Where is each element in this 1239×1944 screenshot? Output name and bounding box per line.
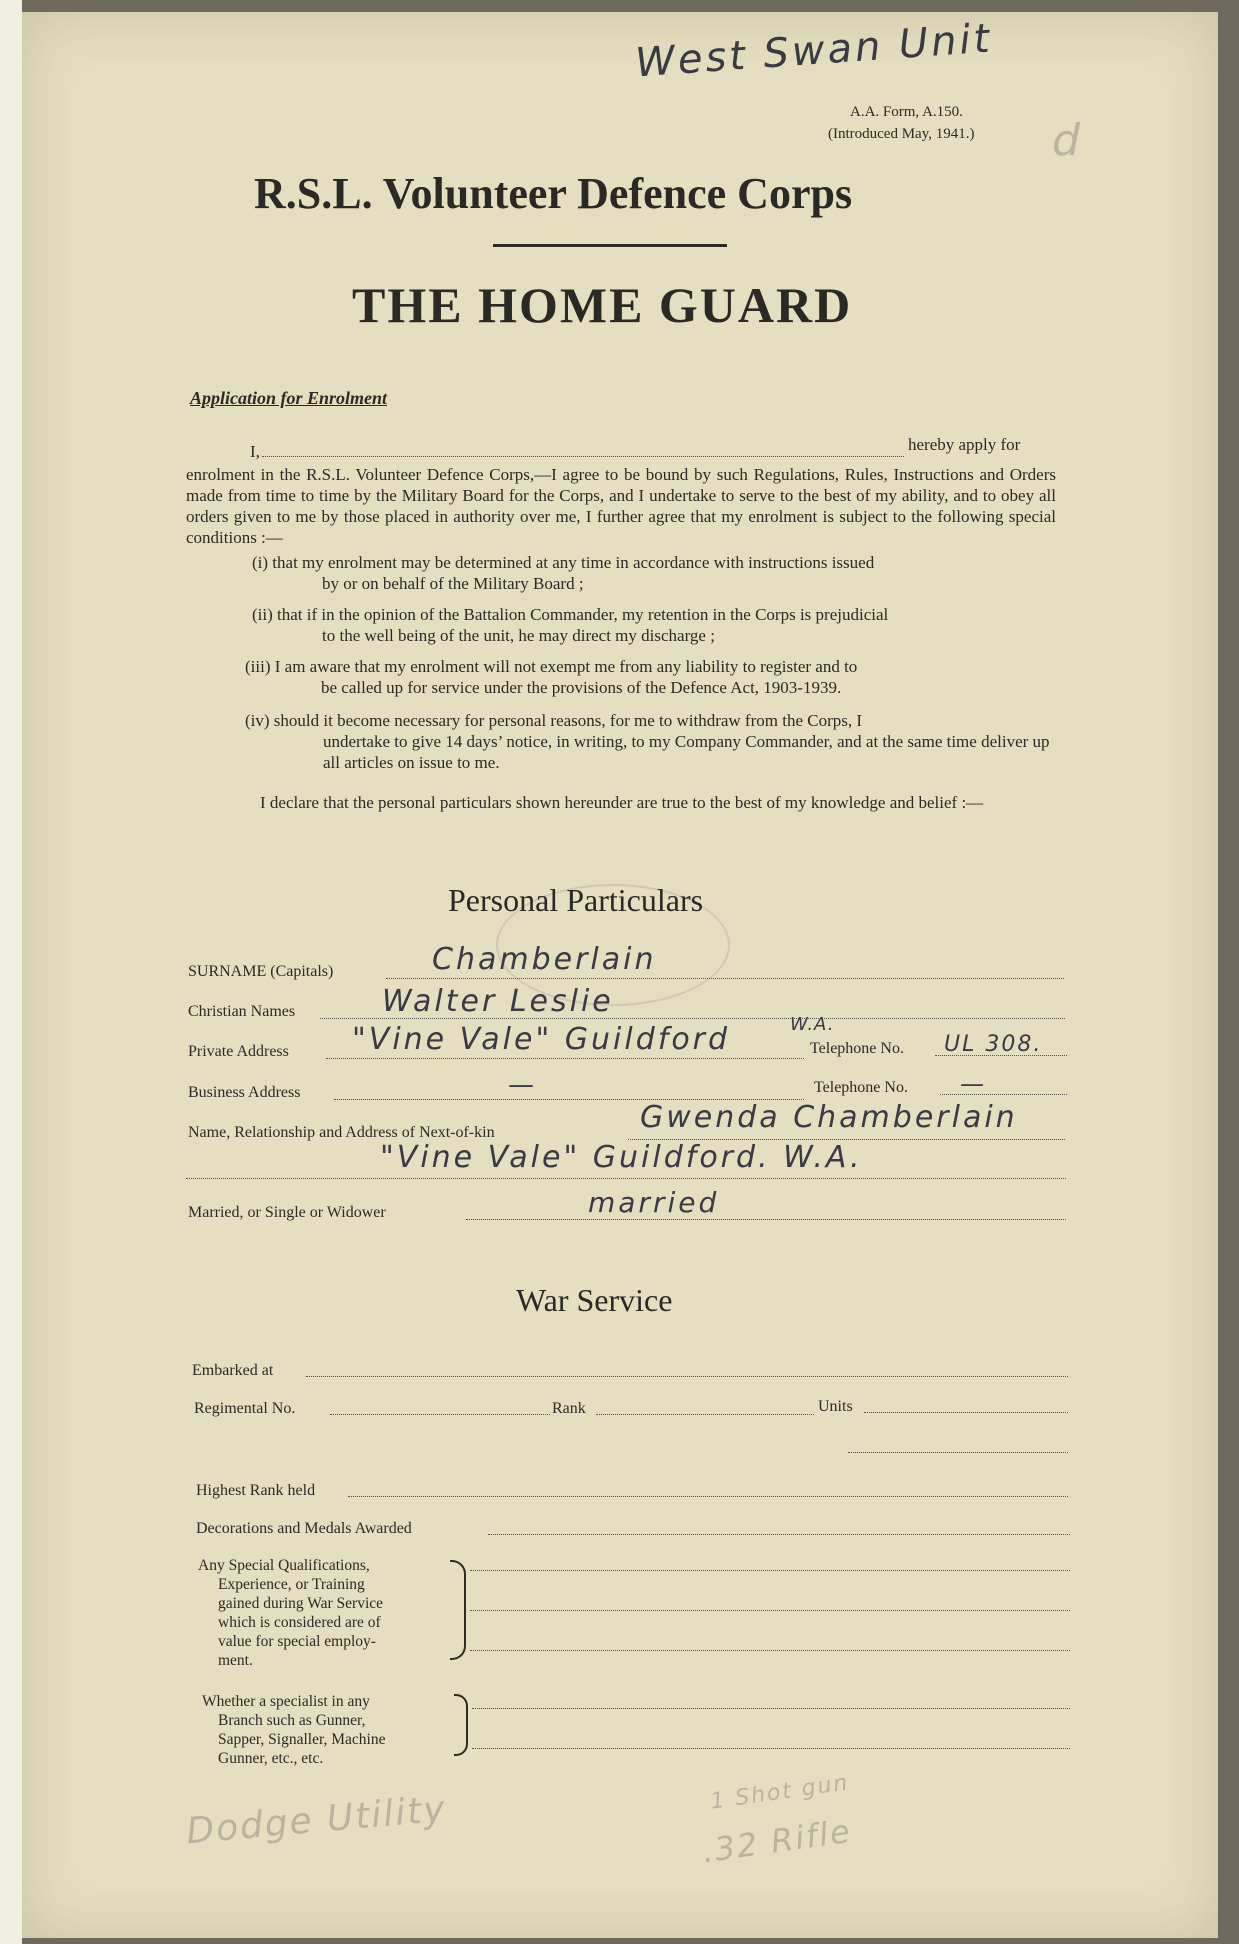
- christian-names-label: Christian Names: [188, 1003, 296, 1020]
- specialist-label: Whether a specialist in any Branch such as Gunner, Sapper, Signaller, Machine Gunner, etc., etc.: [202, 1693, 386, 1767]
- private-address-label: Private Address: [188, 1043, 289, 1060]
- war-service-heading: War Service: [516, 1282, 673, 1318]
- special-qualifications-label: Any Special Qualifications, Experience, or Training gained during War Service which is considered are of value for special employ- ment.: [198, 1557, 384, 1669]
- next-of-kin-address: "Vine Vale" Guildford. W.A.: [380, 1140, 863, 1175]
- margin-mark: d: [1052, 115, 1082, 166]
- special-qualifications-line-1[interactable]: [470, 1570, 1070, 1571]
- pencil-note-left: Dodge Utility: [184, 1788, 449, 1853]
- condition-2: (ii) that if in the opinion of the Battalion Commander, my retention in the Corps is prejudicial to the well being of the unit, he may direct my discharge ;: [252, 605, 889, 645]
- business-address-value: —: [508, 1070, 537, 1100]
- special-qualifications-line-2[interactable]: [470, 1610, 1070, 1611]
- surname-line[interactable]: [386, 978, 1064, 979]
- telephone2-value: —: [960, 1070, 987, 1098]
- page-title: R.S.L. Volunteer Defence Corps: [254, 169, 853, 218]
- specialist-line-1[interactable]: [472, 1708, 1070, 1709]
- page-edge: [0, 0, 22, 1944]
- next-of-kin-address-line[interactable]: [186, 1178, 1066, 1179]
- specialist-brace: [454, 1694, 468, 1756]
- intro-i: I,: [250, 442, 260, 461]
- condition-3: (iii) I am aware that my enrolment will not exempt me from any liability to register and to be called up for service under the provisions of the Defence Act, 1903-1939.: [245, 657, 858, 697]
- decorations-label: Decorations and Medals Awarded: [196, 1520, 412, 1537]
- page-subtitle: THE HOME GUARD: [352, 277, 853, 333]
- pencil-note-right-2: .32 Rifle: [700, 1811, 854, 1871]
- specialist-line-2[interactable]: [472, 1748, 1070, 1749]
- form-id: A.A. Form, A.150.: [850, 104, 963, 120]
- embarked-label: Embarked at: [192, 1362, 274, 1379]
- units-line-2[interactable]: [848, 1452, 1068, 1453]
- married-label: Married, or Single or Widower: [188, 1204, 386, 1221]
- enrolment-paragraph: enrolment in the R.S.L. Volunteer Defence Corps,—I agree to be bound by such Regulations, Rules, Instructions and Orders made from time to time by the Military Board for the Corps, and I undertake to serve to the best of my ability, and to obey all orders given to me by those placed in authority over me, I further agree that my enrolment is subject to the following special conditions :—: [186, 465, 1056, 547]
- telephone2-label: Telephone No.: [814, 1079, 908, 1096]
- decorations-line[interactable]: [488, 1534, 1070, 1535]
- condition-4: (iv) should it become necessary for personal reasons, for me to withdraw from the Corps, I undertake to give 14 days’ notice, in writing, to my Company Commander, and at the same time deliver up all articles on issue to me.: [245, 711, 1050, 772]
- private-address-state: W.A.: [790, 1014, 835, 1035]
- highest-rank-line[interactable]: [348, 1496, 1068, 1497]
- surname-label: SURNAME (Capitals): [188, 963, 334, 980]
- intro-apply: hereby apply for: [908, 435, 1021, 454]
- married-value: married: [588, 1186, 720, 1219]
- regimental-no-label: Regimental No.: [194, 1400, 296, 1417]
- private-address-value: "Vine Vale" Guildford: [352, 1022, 731, 1057]
- units-label: Units: [818, 1398, 853, 1415]
- special-qualifications-line-3[interactable]: [470, 1650, 1070, 1651]
- declaration: I declare that the personal particulars shown hereunder are true to the best of my knowledge and belief :—: [260, 793, 984, 812]
- condition-1: (i) that my enrolment may be determined at any time in accordance with instructions issued by or on behalf of the Military Board ;: [252, 553, 875, 593]
- application-heading: Application for Enrolment: [190, 388, 388, 408]
- business-address-label: Business Address: [188, 1084, 301, 1101]
- pencil-note-right-1: 1 Shot gun: [708, 1770, 851, 1815]
- highest-rank-label: Highest Rank held: [196, 1482, 316, 1499]
- next-of-kin-label: Name, Relationship and Address of Next-of-kin: [188, 1124, 495, 1141]
- private-address-line[interactable]: [326, 1058, 804, 1059]
- surname-value: Chamberlain: [432, 942, 657, 977]
- units-line[interactable]: [864, 1412, 1068, 1413]
- title-divider: [493, 244, 727, 247]
- introduced-date: (Introduced May, 1941.): [828, 126, 975, 142]
- telephone-value: UL 308.: [944, 1032, 1043, 1057]
- rank-line[interactable]: [596, 1414, 814, 1415]
- special-qualifications-brace: [450, 1560, 466, 1660]
- embarked-line[interactable]: [306, 1376, 1068, 1377]
- next-of-kin-value: Gwenda Chamberlain: [640, 1100, 1018, 1135]
- married-line[interactable]: [466, 1219, 1066, 1220]
- rank-label: Rank: [552, 1400, 586, 1417]
- applicant-name-line[interactable]: [262, 456, 904, 457]
- personal-heading: Personal Particulars: [448, 882, 704, 918]
- regimental-no-line[interactable]: [330, 1414, 550, 1415]
- unit-note: West Swan Unit: [633, 15, 994, 87]
- christian-names-value: Walter Leslie: [382, 984, 614, 1019]
- telephone-label: Telephone No.: [810, 1040, 904, 1057]
